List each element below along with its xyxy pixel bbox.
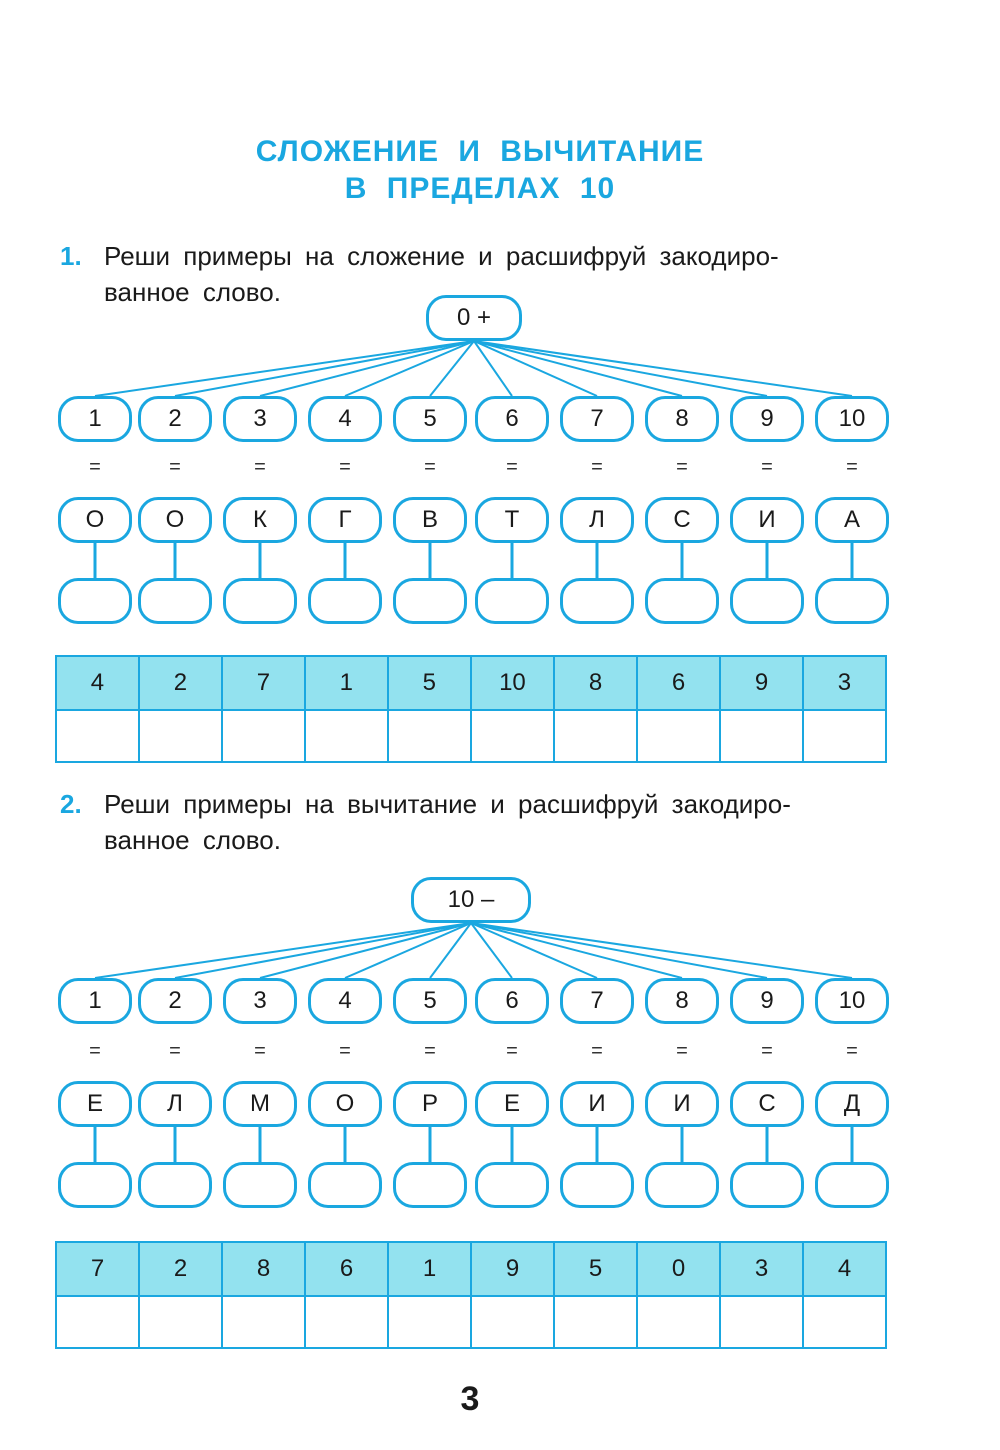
answer-cell[interactable] bbox=[720, 1296, 803, 1348]
answer-cell[interactable] bbox=[305, 1296, 388, 1348]
task-2-root-box: 10 – bbox=[411, 877, 531, 923]
equals-sign: = bbox=[254, 1040, 266, 1062]
equals-sign: = bbox=[89, 456, 101, 478]
answer-cell[interactable] bbox=[388, 1296, 471, 1348]
branch-line bbox=[175, 923, 471, 978]
letter-box: Е bbox=[475, 1081, 549, 1127]
answer-cell[interactable] bbox=[803, 1296, 886, 1348]
answer-cell[interactable] bbox=[637, 1296, 720, 1348]
task-1-root-box: 0 + bbox=[426, 295, 522, 341]
equals-sign: = bbox=[506, 456, 518, 478]
task-2-text-line1: Реши примеры на вычитание и расшифруй закодиро- bbox=[104, 789, 791, 819]
answer-input-box[interactable] bbox=[645, 1162, 719, 1208]
answer-input-box[interactable] bbox=[308, 578, 382, 624]
operand-box: 3 bbox=[223, 396, 297, 442]
letter-box: Г bbox=[308, 497, 382, 543]
code-cell: 9 bbox=[720, 656, 803, 710]
answer-input-box[interactable] bbox=[475, 578, 549, 624]
task-1-number: 1. bbox=[60, 241, 82, 271]
equals-sign: = bbox=[591, 1040, 603, 1062]
letter-box: И bbox=[730, 497, 804, 543]
task-2-code-row bbox=[56, 1242, 886, 1296]
equals-sign: = bbox=[676, 456, 688, 478]
branch-line bbox=[471, 923, 767, 978]
code-cell: 8 bbox=[222, 1242, 305, 1296]
equals-sign: = bbox=[424, 1040, 436, 1062]
section-title-line2: В ПРЕДЕЛАХ 10 bbox=[344, 172, 616, 205]
task-2-number: 2. bbox=[60, 789, 82, 819]
equals-sign: = bbox=[506, 1040, 518, 1062]
answer-cell[interactable] bbox=[56, 1296, 139, 1348]
operand-box: 1 bbox=[58, 978, 132, 1024]
operand-box: 1 bbox=[58, 396, 132, 442]
task-1-text-line2: ванное слово. bbox=[104, 277, 281, 307]
operand-box: 8 bbox=[645, 978, 719, 1024]
code-cell: 0 bbox=[637, 1242, 720, 1296]
operand-box: 8 bbox=[645, 396, 719, 442]
operand-box: 4 bbox=[308, 978, 382, 1024]
operand-box: 2 bbox=[138, 396, 212, 442]
letter-box: Л bbox=[138, 1081, 212, 1127]
operand-box: 7 bbox=[560, 396, 634, 442]
answer-input-box[interactable] bbox=[475, 1162, 549, 1208]
operand-box: 6 bbox=[475, 396, 549, 442]
letter-box: М bbox=[223, 1081, 297, 1127]
code-cell: 6 bbox=[637, 656, 720, 710]
code-cell: 9 bbox=[471, 1242, 554, 1296]
answer-input-box[interactable] bbox=[223, 1162, 297, 1208]
answer-input-box[interactable] bbox=[393, 578, 467, 624]
answer-input-box[interactable] bbox=[815, 1162, 889, 1208]
branch-line bbox=[95, 923, 471, 978]
page-number: 3 bbox=[460, 1380, 480, 1418]
code-cell: 5 bbox=[388, 656, 471, 710]
code-cell: 10 bbox=[471, 656, 554, 710]
code-cell: 5 bbox=[554, 1242, 637, 1296]
answer-input-box[interactable] bbox=[560, 578, 634, 624]
answer-input-box[interactable] bbox=[58, 578, 132, 624]
answer-input-box[interactable] bbox=[138, 1162, 212, 1208]
letter-box: В bbox=[393, 497, 467, 543]
code-cell: 8 bbox=[554, 656, 637, 710]
equals-sign: = bbox=[846, 456, 858, 478]
answer-cell[interactable] bbox=[554, 1296, 637, 1348]
code-cell: 3 bbox=[720, 1242, 803, 1296]
answer-input-box[interactable] bbox=[645, 578, 719, 624]
code-cell: 1 bbox=[388, 1242, 471, 1296]
operand-box: 2 bbox=[138, 978, 212, 1024]
answer-input-box[interactable] bbox=[815, 578, 889, 624]
answer-input-box[interactable] bbox=[730, 578, 804, 624]
task-1-text-line1: Реши примеры на сложение и расшифруй закодиро- bbox=[104, 241, 779, 271]
answer-input-box[interactable] bbox=[308, 1162, 382, 1208]
task-2-answer-row bbox=[56, 1296, 886, 1348]
equals-sign: = bbox=[339, 1040, 351, 1062]
operand-box: 10 bbox=[815, 978, 889, 1024]
equals-sign: = bbox=[591, 456, 603, 478]
task-2-answer-table bbox=[55, 1241, 887, 1349]
operand-box: 5 bbox=[393, 978, 467, 1024]
task-2-text-line2: ванное слово. bbox=[104, 825, 281, 855]
letter-box: Л bbox=[560, 497, 634, 543]
answer-cell[interactable] bbox=[222, 1296, 305, 1348]
letter-box: И bbox=[560, 1081, 634, 1127]
equals-sign: = bbox=[169, 456, 181, 478]
operand-box: 5 bbox=[393, 396, 467, 442]
letter-box: Д bbox=[815, 1081, 889, 1127]
operand-box: 6 bbox=[475, 978, 549, 1024]
code-cell: 7 bbox=[56, 1242, 139, 1296]
equals-sign: = bbox=[169, 1040, 181, 1062]
code-cell: 1 bbox=[305, 656, 388, 710]
equals-sign: = bbox=[339, 456, 351, 478]
code-cell: 4 bbox=[56, 656, 139, 710]
branch-line bbox=[471, 923, 852, 978]
code-cell: 2 bbox=[139, 656, 222, 710]
code-cell: 7 bbox=[222, 656, 305, 710]
operand-box: 3 bbox=[223, 978, 297, 1024]
answer-input-box[interactable] bbox=[223, 578, 297, 624]
letter-box: С bbox=[645, 497, 719, 543]
section-title-line1: СЛОЖЕНИЕ И ВЫЧИТАНИЕ bbox=[255, 135, 705, 168]
code-cell: 6 bbox=[305, 1242, 388, 1296]
letter-box: О bbox=[138, 497, 212, 543]
code-cell: 2 bbox=[139, 1242, 222, 1296]
answer-input-box[interactable] bbox=[393, 1162, 467, 1208]
letter-box: Е bbox=[58, 1081, 132, 1127]
letter-box: Р bbox=[393, 1081, 467, 1127]
letter-box: О bbox=[58, 497, 132, 543]
equals-sign: = bbox=[761, 1040, 773, 1062]
equals-sign: = bbox=[846, 1040, 858, 1062]
answer-input-box[interactable] bbox=[560, 1162, 634, 1208]
operand-box: 9 bbox=[730, 978, 804, 1024]
answer-cell[interactable] bbox=[139, 1296, 222, 1348]
answer-input-box[interactable] bbox=[138, 578, 212, 624]
code-cell: 3 bbox=[803, 656, 886, 710]
answer-input-box[interactable] bbox=[58, 1162, 132, 1208]
letter-box: А bbox=[815, 497, 889, 543]
letter-box: К bbox=[223, 497, 297, 543]
equals-sign: = bbox=[676, 1040, 688, 1062]
equals-sign: = bbox=[254, 456, 266, 478]
operand-box: 7 bbox=[560, 978, 634, 1024]
letter-box: С bbox=[730, 1081, 804, 1127]
operand-box: 9 bbox=[730, 396, 804, 442]
answer-cell[interactable] bbox=[471, 1296, 554, 1348]
equals-sign: = bbox=[89, 1040, 101, 1062]
letter-box: Т bbox=[475, 497, 549, 543]
code-cell: 4 bbox=[803, 1242, 886, 1296]
letter-box: О bbox=[308, 1081, 382, 1127]
equals-sign: = bbox=[761, 456, 773, 478]
answer-input-box[interactable] bbox=[730, 1162, 804, 1208]
equals-sign: = bbox=[424, 456, 436, 478]
operand-box: 10 bbox=[815, 396, 889, 442]
operand-box: 4 bbox=[308, 396, 382, 442]
letter-box: И bbox=[645, 1081, 719, 1127]
